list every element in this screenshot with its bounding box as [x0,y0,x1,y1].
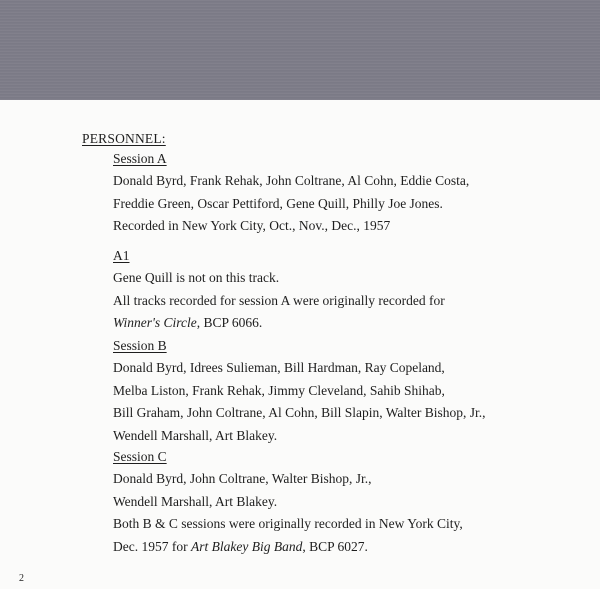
catalog-number: , BCP 6027. [302,538,368,554]
section-title: Session C [113,449,167,464]
section-title: Session A [113,151,167,166]
catalog-number: , BCP 6066. [196,315,263,330]
text-line-ref [113,312,445,335]
section-title: A1 [113,248,130,263]
page-number: 2 [19,573,24,584]
text-line: Melba Liston, Frank Rehak, Jimmy Cleveland, Sahib Shihab, [113,382,445,398]
text-line: Gene Quill is not on this track. [113,270,280,285]
album-title: Art Blakey Big Band [190,538,303,554]
ref-prefix: Dec. 1957 for [113,538,191,554]
section-title: Session B [113,338,167,353]
section-session-b [113,335,486,447]
text-line-ref [113,536,463,559]
text-line: Recorded in New York City, Oct., Nov., Dec., 1957 [113,218,391,233]
text-line: Donald Byrd, John Coltrane, Walter Bishop, Jr., [113,471,372,486]
section-session-a [113,148,469,238]
personnel-heading: PERSONNEL: [82,131,166,146]
section-a1 [113,245,445,335]
text-line: All tracks recorded for session A were originally recorded for [113,292,445,308]
album-title: Winner's Circle [113,315,197,330]
text-line: Both B & C sessions were originally recorded in New York City, [113,516,463,531]
section-session-c [113,446,463,558]
text-line: Bill Graham, John Coltrane, Al Cohn, Bill Slapin, Walter Bishop, Jr., [113,405,486,420]
text-line: Wendell Marshall, Art Blakey. [113,427,278,443]
text-line: Donald Byrd, Frank Rehak, John Coltrane, Al Cohn, Eddie Costa, [113,173,470,188]
text-line: Wendell Marshall, Art Blakey. [113,493,278,509]
text-line: Freddie Green, Oscar Pettiford, Gene Quill, Philly Joe Jones. [113,195,443,211]
text-line: Donald Byrd, Idrees Sulieman, Bill Hardman, Ray Copeland, [113,360,445,375]
